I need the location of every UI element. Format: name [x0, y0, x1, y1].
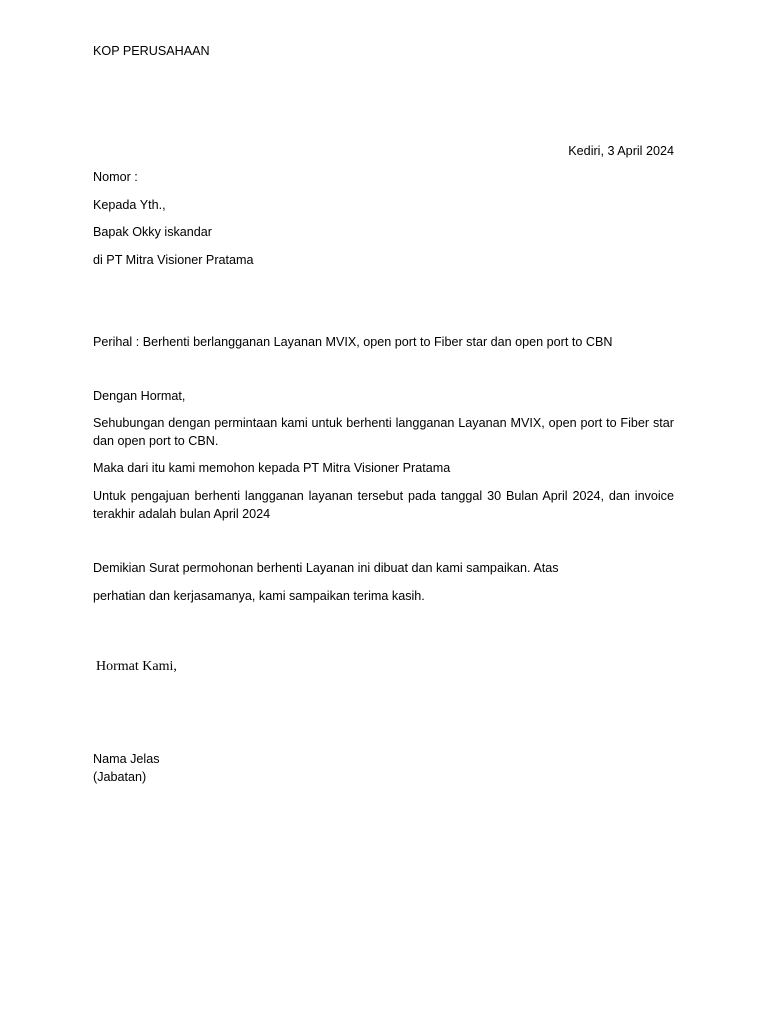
- closing-line-2: perhatian dan kerjasamanya, kami sampaikan terima kasih.: [93, 589, 425, 603]
- recipient-company: di PT Mitra Visioner Pratama: [93, 253, 254, 267]
- closing-line-1: Demikian Surat permohonan berhenti Layanan ini dibuat dan kami sampaikan. Atas: [93, 561, 559, 575]
- body-paragraph-2: Maka dari itu kami memohon kepada PT Mitra Visioner Pratama: [93, 461, 451, 475]
- greeting: Dengan Hormat,: [93, 389, 186, 403]
- body-paragraph-3: Untuk pengajuan berhenti langganan layanan tersebut pada tanggal 30 Bulan April 2024, dan invoice terakhir adalah bulan April 2024: [93, 489, 674, 521]
- signatory-name: Nama Jelas: [93, 752, 160, 766]
- sign-off: Hormat Kami,: [96, 659, 177, 674]
- letterhead: KOP PERUSAHAAN: [93, 44, 210, 58]
- subject-line: Perihal : Berhenti berlangganan Layanan MVIX, open port to Fiber star dan open port to CBN: [93, 335, 613, 349]
- place-date: Kediri, 3 April 2024: [568, 144, 674, 158]
- body-paragraph-1: Sehubungan dengan permintaan kami untuk berhenti langganan Layanan MVIX, open port to Fiber star dan open port to CBN.: [93, 416, 674, 448]
- signatory-title: (Jabatan): [93, 770, 147, 784]
- recipient-name: Bapak Okky iskandar: [93, 225, 212, 239]
- letter-number: Nomor :: [93, 170, 138, 184]
- recipient-salutation: Kepada Yth.,: [93, 198, 166, 212]
